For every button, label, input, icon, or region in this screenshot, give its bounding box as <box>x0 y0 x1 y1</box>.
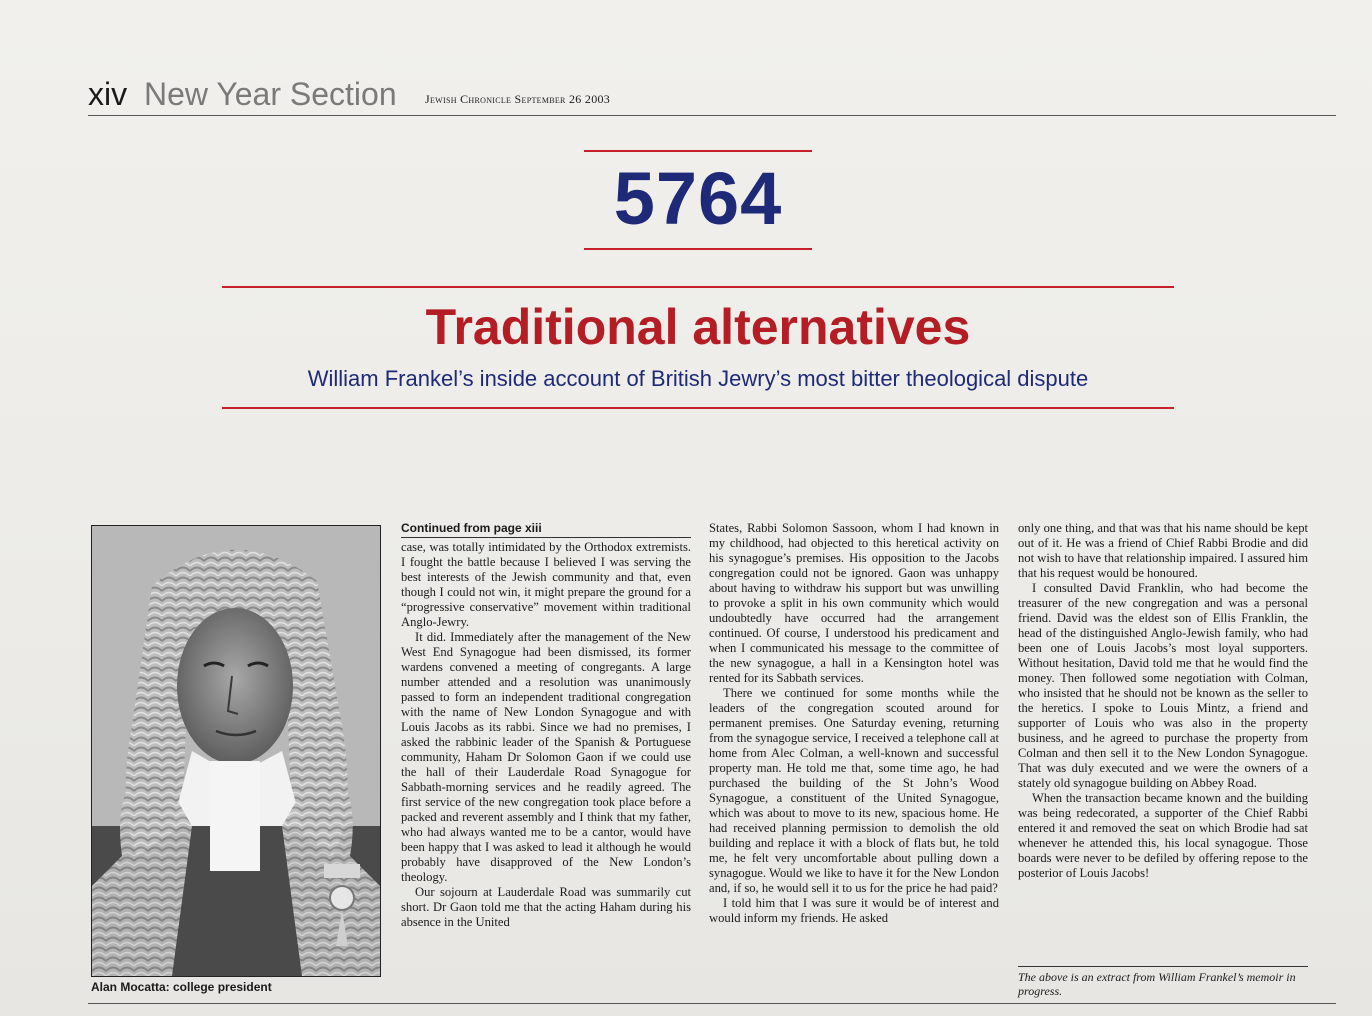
paragraph: There we continued for some months while the leaders of the congregation scouted around for permanent premises. One Saturday evening, returning from the synagogue service, I received a telephone call at home from Alec Colman, a well-known and successful property man. He told me that, some time ago, he had purchased the building of the St John’s Wood Synagogue, a constituent of the United Synagogue, which was about to move to its new, spacious home. He had received planning permission to demolish the old building and replace it with a block of flats but, he told me, he felt very uncomfortable about pulling down a synagogue. Would we like to have it for the New London and, if so, he would sell it to us for the price he had paid? <box>709 686 999 895</box>
header-rule <box>88 115 1336 116</box>
page-number: xiv <box>88 76 128 112</box>
article-column-3 <box>1018 521 1308 881</box>
paragraph: case, was totally intimidated by the Orthodox extremists. I fought the battle because I believed I was serving the best interests of the Jewish community and that, even though I could not win, it might prepare the ground for a “progressive conservative” movement within traditional Anglo-Jewry. <box>401 540 691 629</box>
continued-rule <box>401 537 691 538</box>
year-top-rule <box>584 150 812 152</box>
editor-note: The above is an extract from William Frankel’s memoir in progress. <box>1018 970 1296 998</box>
paragraph: It did. Immediately after the management of the New West End Synagogue had been dismissed, its former wardens convened a meeting of congregants. A large number attended and a resolution was unanimously passed to form an independent traditional congregation with the name of New London Synagogue and with Louis Jacobs as its rabbi. Since we had no premises, I asked the rabbinic leader of the Spanish & Portuguese community, Haham Dr Solomon Gaon if we could use the hall of their Lauderdale Road Synagogue for Sabbath-morning services and he readily agreed. The first service of the new congregation took place before a packed and reverent assembly and I think that my father, who had always wanted me to be a cantor, would have been happy that I was asked to lead it although he would probably have disapproved of the New London’s theology. <box>401 630 691 884</box>
paragraph: States, Rabbi Solomon Sassoon, whom I had known in my childhood, had objected to this heretical activity on his synagogue’s premises. His opposition to the Jacobs congregation could not be ignored. Gaon was unhappy about having to withdraw his support but was unwilling to provoke a split in his own community which would undoubtedly have occurred had the arrangement continued. Of course, I understood his predicament and when I communicated his message to the committee of the new synagogue, a hall in a Kensington hotel was rented for its Sabbath services. <box>709 521 999 685</box>
portrait-illustration <box>92 526 380 976</box>
headline: Traditional alternatives <box>425 299 971 355</box>
year-bottom-rule <box>584 248 812 250</box>
photo-caption: Alan Mocatta: college president <box>91 980 272 994</box>
article-column-2 <box>709 521 999 926</box>
paragraph: only one thing, and that was that his name should be kept out of it. He was a friend of Chief Rabbi Brodie and did not wish to have that relationship impaired. I assured him that his request would be honoured. <box>1018 521 1308 580</box>
note-rule <box>1018 966 1308 967</box>
year-banner: 5764 <box>613 157 783 240</box>
portrait-photo <box>91 525 381 977</box>
paragraph: When the transaction became known and the building was being redecorated, a supporter of the Chief Rabbi entered it and removed the seat on which Brodie had sat whenever he attended this, his local synagogue. Those boards were never to be defiled by offering repose to the posterior of Louis Jacobs! <box>1018 791 1308 880</box>
page-header <box>88 74 1328 114</box>
article-column-1 <box>401 540 691 930</box>
section-title: New Year Section <box>144 76 397 112</box>
paragraph: I told him that I was sure it would be of interest and would inform my friends. He asked <box>709 896 999 925</box>
paragraph: I consulted David Franklin, who had become the treasurer of the new congregation and was a personal friend. David was the eldest son of Ellis Franklin, the head of the distinguished Anglo-Jewish family, who had been one of Louis Jacobs’s most loyal supporters. Without hesitation, David told me that he would find the money. Then followed some negotiation with Colman, who insisted that he should not be known as the seller to the heretics. I spoke to Louis Mintz, a friend and supporter of Louis who was also in the property business, and he agreed to purchase the property from Colman and then sell it to the New London Synagogue. That was duly executed and we were the owners of a stately old synagogue building on Abbey Road. <box>1018 581 1308 790</box>
paragraph: Our sojourn at Lauderdale Road was summarily cut short. Dr Gaon told me that the acting Haham during his absence in the United <box>401 885 691 929</box>
footer-rule <box>88 1003 1336 1004</box>
continued-from-label: Continued from page xiii <box>401 521 542 535</box>
headline-bottom-rule <box>222 407 1174 409</box>
subheadline: William Frankel’s inside account of British Jewry’s most bitter theological dispute <box>307 366 1089 391</box>
headline-top-rule <box>222 286 1174 288</box>
publication-dateline: Jewish Chronicle September 26 2003 <box>425 92 611 106</box>
